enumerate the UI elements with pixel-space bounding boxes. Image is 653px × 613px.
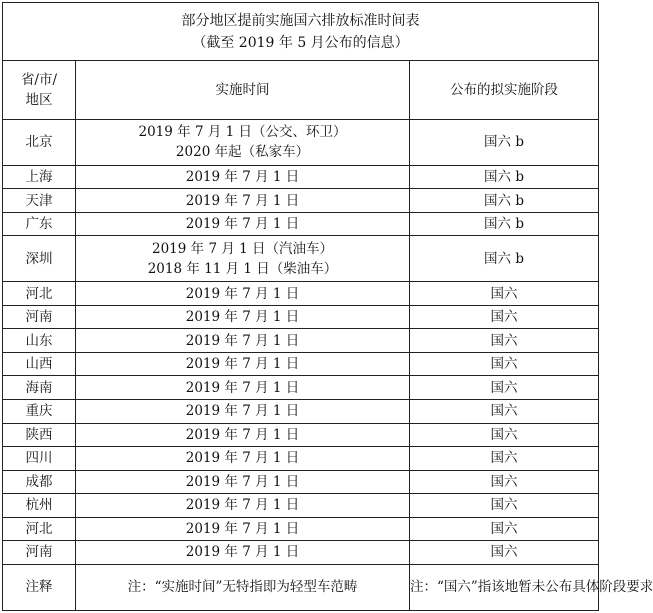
stage-cell: 国六 [410,470,599,494]
region-cell: 深圳 [3,236,76,282]
table-row [3,423,599,447]
stage-cell: 国六 [410,282,599,306]
table-row [3,352,599,376]
time-line-1: 2019 年 7 月 1 日 [185,216,300,233]
time-line-1: 2019 年 7 月 1 日 [185,192,300,209]
region-cell: 广东 [3,212,76,236]
time-line-1: 2019 年 7 月 1 日 [185,497,300,514]
time-cell [76,352,410,376]
region-cell: 河南 [3,305,76,329]
time-cell [76,494,410,518]
stage-cell: 国六 [410,352,599,376]
time-cell [76,541,410,565]
stage-cell: 国六 b [410,212,599,236]
stage-cell: 国六 [410,329,599,353]
time-cell [76,212,410,236]
region-cell: 天津 [3,189,76,213]
time-line-1: 2019 年 7 月 1 日 [185,450,300,467]
stage-cell: 国六 [410,494,599,518]
stage-cell: 国六 b [410,119,599,165]
time-cell [76,376,410,400]
table-row [3,236,599,282]
time-cell [76,165,410,189]
time-line-2: 2018 年 11 月 1 日（柴油车） [147,260,338,277]
time-line-2: 2020 年起（私家车） [175,144,310,161]
stage-cell: 国六 [410,376,599,400]
region-cell: 河南 [3,541,76,565]
time-line-1: 2019 年 7 月 1 日 [185,332,300,349]
region-cell: 杭州 [3,494,76,518]
table-row [3,376,599,400]
table-title-cell [3,3,599,61]
region-cell: 北京 [3,119,76,165]
table-row [3,400,599,424]
stage-cell: 国六 [410,447,599,471]
time-line-1: 2019 年 7 月 1 日 [185,544,300,561]
stage-cell: 国六 b [410,165,599,189]
table-row [3,305,599,329]
time-line-1: 2019 年 7 月 1 日（汽油车） [152,240,333,257]
time-line-1: 2019 年 7 月 1 日 [185,403,300,420]
time-line-1: 2019 年 7 月 1 日 [185,168,300,185]
time-line-1: 2019 年 7 月 1 日 [185,356,300,373]
header-stage: 公布的拟实施阶段 [410,61,599,119]
note-time: 注：“实施时间”无特指即为轻型车范畴 [76,564,410,610]
note-stage: 注：“国六”指该地暂未公布具体阶段要求 [410,564,599,610]
stage-cell: 国六 [410,305,599,329]
header-region-line2: 地区 [25,91,53,108]
time-cell [76,517,410,541]
region-cell: 上海 [3,165,76,189]
title-row [3,3,599,61]
table-title: 部分地区提前实施国六排放标准时间表 [181,12,420,29]
time-line-1: 2019 年 7 月 1 日（公交、环卫） [138,124,347,141]
region-cell: 河北 [3,517,76,541]
time-line-1: 2019 年 7 月 1 日 [185,426,300,443]
table-row [3,212,599,236]
stage-cell: 国六 [410,400,599,424]
time-line-1: 2019 年 7 月 1 日 [185,309,300,326]
stage-cell: 国六 b [410,189,599,213]
region-cell: 四川 [3,447,76,471]
region-cell: 陕西 [3,423,76,447]
time-cell [76,119,410,165]
table-row [3,541,599,565]
table-row [3,517,599,541]
header-time: 实施时间 [76,61,410,119]
region-cell: 山西 [3,352,76,376]
region-cell: 海南 [3,376,76,400]
time-line-1: 2019 年 7 月 1 日 [185,520,300,537]
time-line-1: 2019 年 7 月 1 日 [185,285,300,302]
time-line-1: 2019 年 7 月 1 日 [185,379,300,396]
stage-cell: 国六 [410,517,599,541]
note-row [3,564,599,610]
header-region [3,61,76,119]
time-cell [76,236,410,282]
stage-cell: 国六 [410,423,599,447]
table-row [3,447,599,471]
region-cell: 山东 [3,329,76,353]
stage-cell: 国六 [410,541,599,565]
emission-standard-table [2,2,653,611]
note-label: 注释 [3,564,76,610]
table-row [3,189,599,213]
table-row [3,494,599,518]
time-line-1: 2019 年 7 月 1 日 [185,473,300,490]
time-cell [76,329,410,353]
table-row [3,470,599,494]
region-cell: 重庆 [3,400,76,424]
header-region-line1: 省/市/ [20,71,58,88]
table-row [3,119,599,165]
table-subtitle: （截至 2019 年 5 月公布的信息） [192,34,409,51]
time-cell [76,447,410,471]
time-cell [76,400,410,424]
stage-cell: 国六 b [410,236,599,282]
header-row [3,61,599,119]
region-cell: 河北 [3,282,76,306]
time-cell [76,423,410,447]
time-cell [76,189,410,213]
time-cell [76,305,410,329]
table-row [3,282,599,306]
table-row [3,329,599,353]
time-cell [76,470,410,494]
time-cell [76,282,410,306]
region-cell: 成都 [3,470,76,494]
table-row [3,165,599,189]
